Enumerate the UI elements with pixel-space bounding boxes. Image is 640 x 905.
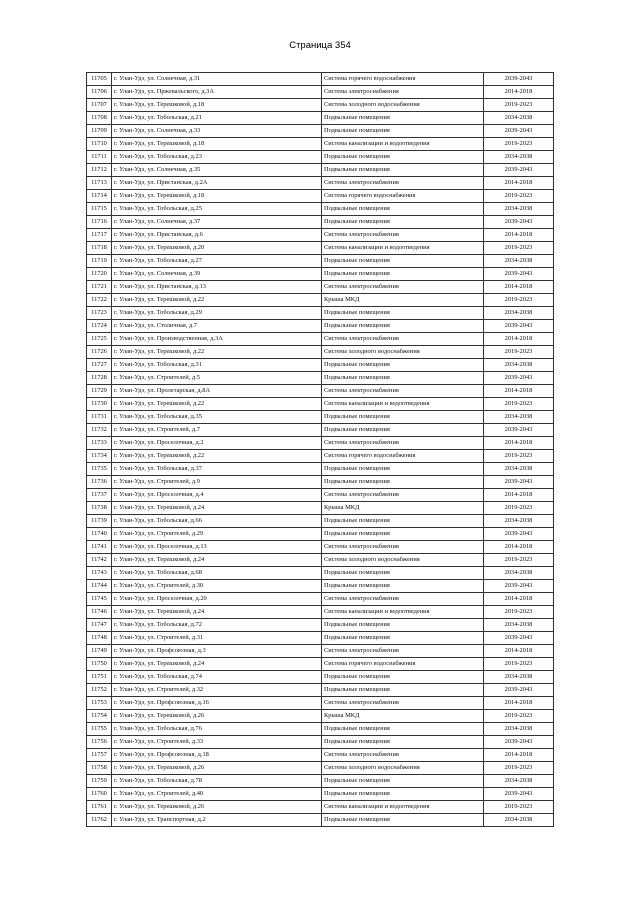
address-cell: г. Улан-Удэ, ул. Пржевальского, д.3А [112,86,322,99]
row-number: 11726 [87,346,112,359]
period-cell: 2019-2023 [484,242,554,255]
table-row [87,762,554,775]
period-cell: 2014-2018 [484,437,554,450]
address-cell: г. Улан-Удэ, ул. Тобольская, д.72 [112,619,322,632]
address-cell: г. Улан-Удэ, ул. Столичная, д.7 [112,320,322,333]
period-cell: 2034-2038 [484,775,554,788]
period-cell: 2019-2023 [484,606,554,619]
system-cell: Подвальные помещения [322,632,484,645]
row-number: 11719 [87,255,112,268]
period-cell: 2034-2038 [484,255,554,268]
address-cell: г. Улан-Удэ, ул. Терешковой, д.24 [112,606,322,619]
address-cell: г. Улан-Удэ, ул. Тобольская, д.27 [112,255,322,268]
period-cell: 2039-2043 [484,632,554,645]
row-number: 11728 [87,372,112,385]
system-cell: Система электроснабжения [322,229,484,242]
table-row [87,151,554,164]
table-row [87,177,554,190]
table-row [87,567,554,580]
row-number: 11756 [87,736,112,749]
address-cell: г. Улан-Удэ, ул. Проселочная, д.4 [112,489,322,502]
system-cell: Система холодного водоснабжения [322,99,484,112]
row-number: 11755 [87,723,112,736]
row-number: 11751 [87,671,112,684]
system-cell: Подвальные помещения [322,619,484,632]
row-number: 11734 [87,450,112,463]
row-number: 11730 [87,398,112,411]
address-cell: г. Улан-Удэ, ул. Профсоюзная, д.3 [112,645,322,658]
table-row [87,242,554,255]
system-cell: Крыша МКД [322,294,484,307]
system-cell: Система холодного водоснабжения [322,346,484,359]
address-cell: г. Улан-Удэ, ул. Терешковой, д.18 [112,99,322,112]
table-row [87,385,554,398]
row-number: 11761 [87,801,112,814]
period-cell: 2014-2018 [484,281,554,294]
row-number: 11747 [87,619,112,632]
table-row [87,645,554,658]
table-row [87,619,554,632]
system-cell: Подвальные помещения [322,359,484,372]
address-cell: г. Улан-Удэ, ул. Солнечная, д.33 [112,125,322,138]
table-row [87,203,554,216]
table-row [87,333,554,346]
table-row [87,463,554,476]
table-row [87,528,554,541]
system-cell: Подвальные помещения [322,307,484,320]
system-cell: Система горячего водоснабжения [322,190,484,203]
system-cell: Система электроснабжения [322,86,484,99]
system-cell: Подвальные помещения [322,736,484,749]
table-row [87,580,554,593]
table-row [87,658,554,671]
table-row [87,437,554,450]
period-cell: 2034-2038 [484,723,554,736]
table-row [87,788,554,801]
period-cell: 2039-2043 [484,216,554,229]
row-number: 11708 [87,112,112,125]
period-cell: 2034-2038 [484,567,554,580]
system-cell: Система канализации и водоотведения [322,138,484,151]
system-cell: Подвальные помещения [322,476,484,489]
system-cell: Система канализации и водоотведения [322,242,484,255]
page-header: Страница 354 [289,40,351,51]
row-number: 11714 [87,190,112,203]
address-cell: г. Улан-Удэ, ул. Терешковой, д.22 [112,294,322,307]
row-number: 11720 [87,268,112,281]
register-table [86,72,554,827]
system-cell: Подвальные помещения [322,463,484,476]
system-cell: Система холодного водоснабжения [322,554,484,567]
address-cell: г. Улан-Удэ, ул. Строителей, д.5 [112,372,322,385]
row-number: 11737 [87,489,112,502]
row-number: 11750 [87,658,112,671]
address-cell: г. Улан-Удэ, ул. Терешковой, д.22 [112,450,322,463]
period-cell: 2034-2038 [484,814,554,827]
system-cell: Подвальные помещения [322,723,484,736]
system-cell: Система электроснабжения [322,437,484,450]
system-cell: Крыша МКД [322,502,484,515]
row-number: 11717 [87,229,112,242]
address-cell: г. Улан-Удэ, ул. Солнечная, д.35 [112,164,322,177]
table-row [87,775,554,788]
table-row [87,450,554,463]
row-number: 11743 [87,567,112,580]
system-cell: Система канализации и водоотведения [322,801,484,814]
table-row [87,268,554,281]
system-cell: Подвальные помещения [322,151,484,164]
period-cell: 2034-2038 [484,359,554,372]
address-cell: г. Улан-Удэ, ул. Солнечная, д.39 [112,268,322,281]
address-cell: г. Улан-Удэ, ул. Тобольская, д.31 [112,359,322,372]
address-cell: г. Улан-Удэ, ул. Производственная, д.3А [112,333,322,346]
table-row [87,164,554,177]
period-cell: 2034-2038 [484,203,554,216]
address-cell: г. Улан-Удэ, ул. Профсоюзная, д.16 [112,697,322,710]
table-row [87,749,554,762]
row-number: 11745 [87,593,112,606]
period-cell: 2039-2043 [484,372,554,385]
address-cell: г. Улан-Удэ, ул. Пристанская, д.13 [112,281,322,294]
period-cell: 2039-2043 [484,684,554,697]
period-cell: 2039-2043 [484,476,554,489]
table-row [87,515,554,528]
table-row [87,99,554,112]
period-cell: 2039-2043 [484,164,554,177]
period-cell: 2014-2018 [484,645,554,658]
address-cell: г. Улан-Удэ, ул. Терешковой, д.26 [112,801,322,814]
address-cell: г. Улан-Удэ, ул. Проселочная, д.13 [112,541,322,554]
table-row [87,398,554,411]
table-row [87,502,554,515]
system-cell: Подвальные помещения [322,203,484,216]
address-cell: г. Улан-Удэ, ул. Строителей, д.33 [112,736,322,749]
period-cell: 2039-2043 [484,736,554,749]
table-row [87,112,554,125]
system-cell: Подвальные помещения [322,814,484,827]
address-cell: г. Улан-Удэ, ул. Тобольская, д.66 [112,515,322,528]
system-cell: Подвальные помещения [322,216,484,229]
address-cell: г. Улан-Удэ, ул. Пристанская, д.6 [112,229,322,242]
table-row [87,411,554,424]
row-number: 11740 [87,528,112,541]
system-cell: Подвальные помещения [322,424,484,437]
address-cell: г. Улан-Удэ, ул. Тобольская, д.76 [112,723,322,736]
row-number: 11710 [87,138,112,151]
period-cell: 2039-2043 [484,268,554,281]
address-cell: г. Улан-Удэ, ул. Строителей, д.40 [112,788,322,801]
row-number: 11735 [87,463,112,476]
row-number: 11738 [87,502,112,515]
period-cell: 2034-2038 [484,515,554,528]
address-cell: г. Улан-Удэ, ул. Тобольская, д.68 [112,567,322,580]
table-row [87,229,554,242]
system-cell: Подвальные помещения [322,372,484,385]
table-row [87,801,554,814]
system-cell: Подвальные помещения [322,671,484,684]
row-number: 11712 [87,164,112,177]
system-cell: Подвальные помещения [322,164,484,177]
row-number: 11713 [87,177,112,190]
period-cell: 2014-2018 [484,593,554,606]
system-cell: Система горячего водоснабжения [322,450,484,463]
system-cell: Система горячего водоснабжения [322,658,484,671]
system-cell: Подвальные помещения [322,788,484,801]
period-cell: 2019-2023 [484,294,554,307]
row-number: 11715 [87,203,112,216]
address-cell: г. Улан-Удэ, ул. Терешковой, д.24 [112,554,322,567]
period-cell: 2034-2038 [484,307,554,320]
row-number: 11753 [87,697,112,710]
table-row [87,73,554,86]
row-number: 11731 [87,411,112,424]
table-row [87,307,554,320]
period-cell: 2014-2018 [484,541,554,554]
system-cell: Подвальные помещения [322,528,484,541]
address-cell: г. Улан-Удэ, ул. Строителей, д.9 [112,476,322,489]
address-cell: г. Улан-Удэ, ул. Солнечная, д.37 [112,216,322,229]
system-cell: Система канализации и водоотведения [322,398,484,411]
address-cell: г. Улан-Удэ, ул. Терешковой, д.18 [112,138,322,151]
table-row [87,684,554,697]
row-number: 11752 [87,684,112,697]
address-cell: г. Улан-Удэ, ул. Тобольская, д.23 [112,151,322,164]
row-number: 11757 [87,749,112,762]
row-number: 11748 [87,632,112,645]
table-row [87,255,554,268]
row-number: 11736 [87,476,112,489]
table-row [87,86,554,99]
row-number: 11739 [87,515,112,528]
row-number: 11711 [87,151,112,164]
system-cell: Подвальные помещения [322,684,484,697]
period-cell: 2019-2023 [484,450,554,463]
table-row [87,294,554,307]
table-row [87,710,554,723]
period-cell: 2019-2023 [484,99,554,112]
table-row [87,281,554,294]
address-cell: г. Улан-Удэ, ул. Транспортная, д.2 [112,814,322,827]
table-row [87,593,554,606]
system-cell: Система электроснабжения [322,593,484,606]
system-cell: Система электроснабжения [322,749,484,762]
period-cell: 2034-2038 [484,112,554,125]
period-cell: 2019-2023 [484,502,554,515]
address-cell: г. Улан-Удэ, ул. Строителей, д.7 [112,424,322,437]
period-cell: 2034-2038 [484,463,554,476]
address-cell: г. Улан-Удэ, ул. Тобольская, д.25 [112,203,322,216]
period-cell: 2039-2043 [484,125,554,138]
period-cell: 2034-2038 [484,151,554,164]
period-cell: 2039-2043 [484,424,554,437]
table-row [87,632,554,645]
period-cell: 2019-2023 [484,398,554,411]
table-row [87,489,554,502]
address-cell: г. Улан-Удэ, ул. Солнечная, д.31 [112,73,322,86]
row-number: 11733 [87,437,112,450]
system-cell: Система электроснабжения [322,177,484,190]
address-cell: г. Улан-Удэ, ул. Строителей, д.32 [112,684,322,697]
table-row [87,138,554,151]
period-cell: 2019-2023 [484,138,554,151]
period-cell: 2034-2038 [484,619,554,632]
system-cell: Подвальные помещения [322,567,484,580]
address-cell: г. Улан-Удэ, ул. Тобольская, д.21 [112,112,322,125]
system-cell: Система электроснабжения [322,645,484,658]
system-cell: Система электроснабжения [322,281,484,294]
table-row [87,359,554,372]
address-cell: г. Улан-Удэ, ул. Профсоюзная, д.18 [112,749,322,762]
row-number: 11729 [87,385,112,398]
table-row [87,372,554,385]
row-number: 11718 [87,242,112,255]
table-row [87,476,554,489]
address-cell: г. Улан-Удэ, ул. Терешковой, д.18 [112,190,322,203]
period-cell: 2039-2043 [484,320,554,333]
period-cell: 2014-2018 [484,333,554,346]
system-cell: Система холодного водоснабжения [322,762,484,775]
address-cell: г. Улан-Удэ, ул. Терешковой, д.24 [112,658,322,671]
address-cell: г. Улан-Удэ, ул. Пристанская, д.2А [112,177,322,190]
row-number: 11758 [87,762,112,775]
system-cell: Система электроснабжения [322,385,484,398]
row-number: 11709 [87,125,112,138]
address-cell: г. Улан-Удэ, ул. Тобольская, д.74 [112,671,322,684]
system-cell: Подвальные помещения [322,515,484,528]
period-cell: 2019-2023 [484,658,554,671]
system-cell: Система электроснабжения [322,697,484,710]
row-number: 11705 [87,73,112,86]
row-number: 11746 [87,606,112,619]
system-cell: Подвальные помещения [322,255,484,268]
table-row [87,216,554,229]
address-cell: г. Улан-Удэ, ул. Терешковой, д.22 [112,398,322,411]
system-cell: Подвальные помещения [322,411,484,424]
address-cell: г. Улан-Удэ, ул. Терешковой, д.20 [112,242,322,255]
period-cell: 2039-2043 [484,73,554,86]
address-cell: г. Улан-Удэ, ул. Тобольская, д.29 [112,307,322,320]
address-cell: г. Улан-Удэ, ул. Строителей, д.30 [112,580,322,593]
row-number: 11722 [87,294,112,307]
address-cell: г. Улан-Удэ, ул. Тобольская, д.78 [112,775,322,788]
table-row [87,320,554,333]
table-row [87,697,554,710]
address-cell: г. Улан-Удэ, ул. Строителей, д.29 [112,528,322,541]
row-number: 11742 [87,554,112,567]
row-number: 11706 [87,86,112,99]
system-cell: Система электроснабжения [322,541,484,554]
row-number: 11741 [87,541,112,554]
table-row [87,541,554,554]
system-cell: Система канализации и водоотведения [322,606,484,619]
period-cell: 2019-2023 [484,762,554,775]
row-number: 11707 [87,99,112,112]
period-cell: 2019-2023 [484,190,554,203]
row-number: 11749 [87,645,112,658]
table-row [87,554,554,567]
row-number: 11716 [87,216,112,229]
period-cell: 2014-2018 [484,86,554,99]
address-cell: г. Улан-Удэ, ул. Терешковой, д.26 [112,710,322,723]
table-row [87,606,554,619]
address-cell: г. Улан-Удэ, ул. Пролетарская, д.8А [112,385,322,398]
row-number: 11724 [87,320,112,333]
table-row [87,190,554,203]
period-cell: 2039-2043 [484,528,554,541]
system-cell: Подвальные помещения [322,268,484,281]
period-cell: 2014-2018 [484,749,554,762]
system-cell: Система электроснабжения [322,333,484,346]
table-row [87,671,554,684]
address-cell: г. Улан-Удэ, ул. Строителей, д.31 [112,632,322,645]
system-cell: Подвальные помещения [322,112,484,125]
address-cell: г. Улан-Удэ, ул. Терешковой, д.22 [112,346,322,359]
system-cell: Система горячего водоснабжения [322,73,484,86]
row-number: 11762 [87,814,112,827]
period-cell: 2019-2023 [484,710,554,723]
address-cell: г. Улан-Удэ, ул. Терешковой, д.26 [112,762,322,775]
system-cell: Подвальные помещения [322,580,484,593]
system-cell: Подвальные помещения [322,320,484,333]
system-cell: Система электроснабжения [322,489,484,502]
system-cell: Подвальные помещения [322,775,484,788]
row-number: 11723 [87,307,112,320]
period-cell: 2039-2043 [484,580,554,593]
system-cell: Подвальные помещения [322,125,484,138]
period-cell: 2014-2018 [484,385,554,398]
table-row [87,814,554,827]
table-row [87,125,554,138]
address-cell: г. Улан-Удэ, ул. Тобольская, д.35 [112,411,322,424]
address-cell: г. Улан-Удэ, ул. Проселочная, д.2 [112,437,322,450]
row-number: 11744 [87,580,112,593]
row-number: 11721 [87,281,112,294]
period-cell: 2034-2038 [484,411,554,424]
address-cell: г. Улан-Удэ, ул. Тобольская, д.37 [112,463,322,476]
period-cell: 2014-2018 [484,489,554,502]
row-number: 11759 [87,775,112,788]
period-cell: 2034-2038 [484,671,554,684]
system-cell: Крыша МКД [322,710,484,723]
period-cell: 2014-2018 [484,229,554,242]
register-table-body [87,73,554,827]
period-cell: 2014-2018 [484,177,554,190]
row-number: 11725 [87,333,112,346]
period-cell: 2019-2023 [484,554,554,567]
period-cell: 2019-2023 [484,346,554,359]
row-number: 11754 [87,710,112,723]
row-number: 11760 [87,788,112,801]
table-row [87,346,554,359]
period-cell: 2019-2023 [484,801,554,814]
period-cell: 2039-2043 [484,788,554,801]
row-number: 11727 [87,359,112,372]
table-row [87,736,554,749]
address-cell: г. Улан-Удэ, ул. Проселочная, д.20 [112,593,322,606]
period-cell: 2014-2018 [484,697,554,710]
table-row [87,424,554,437]
address-cell: г. Улан-Удэ, ул. Терешковой, д.24 [112,502,322,515]
table-row [87,723,554,736]
row-number: 11732 [87,424,112,437]
